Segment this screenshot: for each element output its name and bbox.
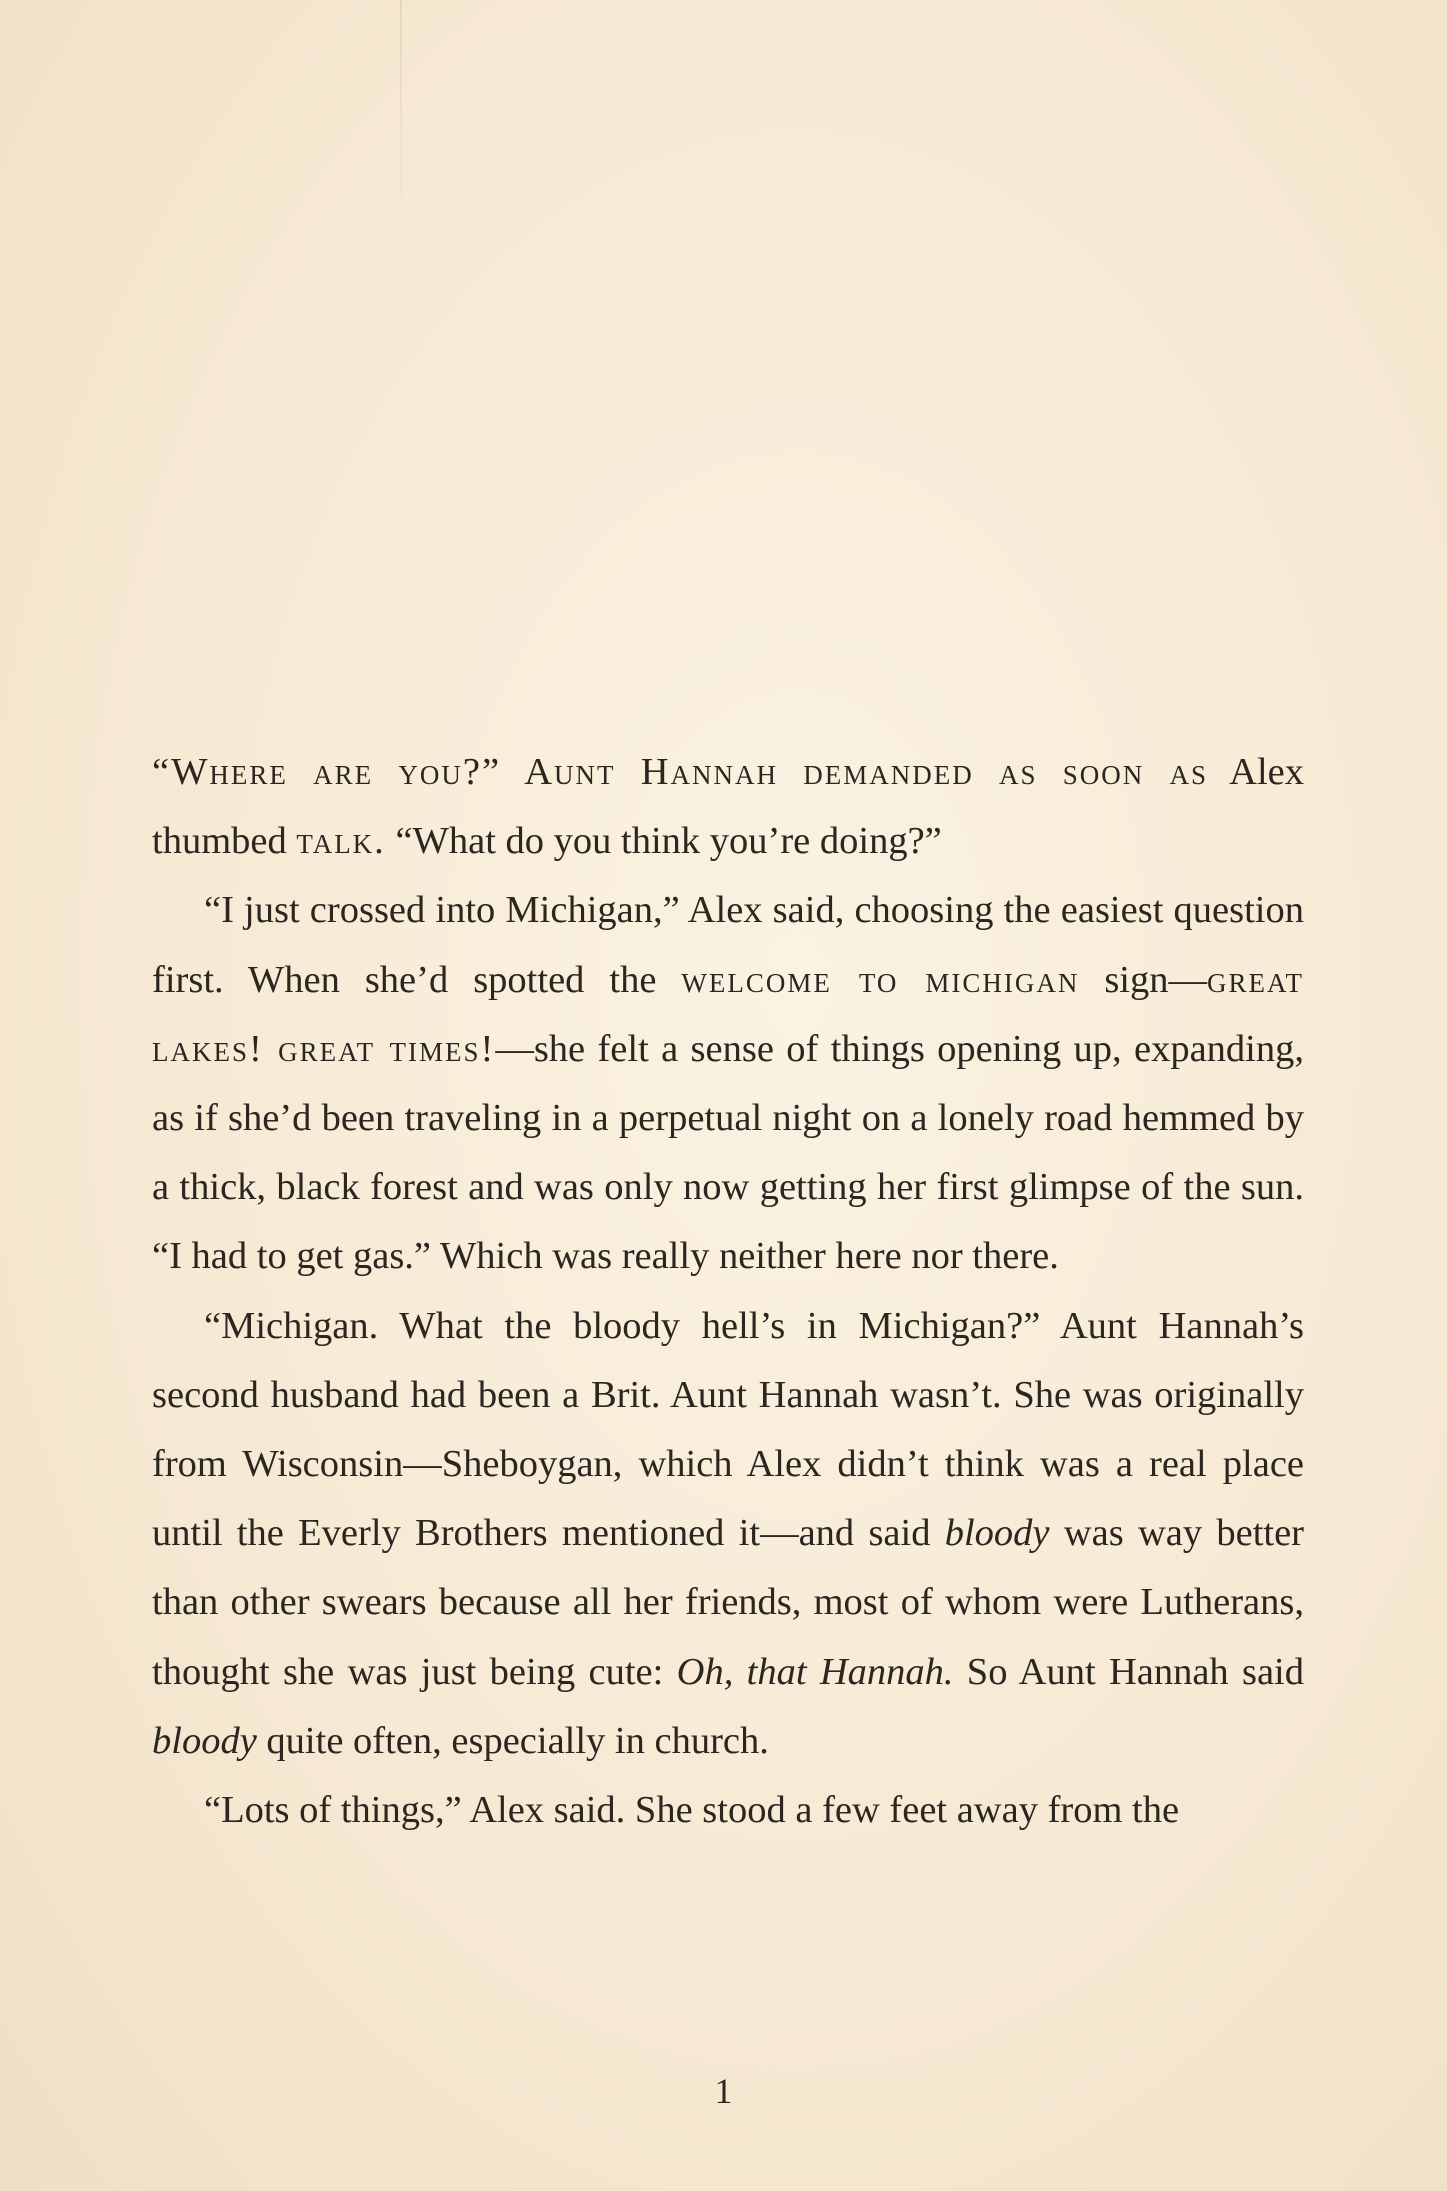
italic-span: bloody xyxy=(152,1719,257,1762)
text-span: sign— xyxy=(1079,958,1207,1001)
paragraph-2 xyxy=(152,876,1304,1291)
body-text xyxy=(152,738,1304,1845)
italic-span: Oh, that Hannah. xyxy=(676,1650,954,1693)
paragraph-3 xyxy=(152,1292,1304,1776)
text-span: “What do you think you’re doing?” xyxy=(385,820,942,863)
paragraph-1 xyxy=(152,738,1304,876)
paragraph-4 xyxy=(152,1776,1304,1845)
text-span: “Lots of things,” Alex said. She stood a few feet away from the xyxy=(204,1789,1180,1832)
opening-small-caps: “Where are you?” Aunt Hannah demanded as soon as xyxy=(152,751,1209,793)
page-number: 1 xyxy=(714,2071,733,2111)
text-span: So Aunt Hannah said xyxy=(953,1650,1304,1693)
small-caps-span: talk. xyxy=(296,820,386,863)
small-caps-span: welcome to michigan xyxy=(681,958,1080,1001)
text-span: was way better than other swears because all her friends, most of whom were Lutherans, thought she was just being cute: xyxy=(152,1512,1304,1693)
text-span: “I just crossed into Michigan,” Alex said, choosing the easiest question first. When she’d spotted the xyxy=(152,889,1304,1001)
text-span: “Michigan. What the bloody hell’s in Michigan?” Aunt Hannah’s second husband had been a Brit. Aunt Hannah wasn’t. She was originally from Wisconsin—Sheboygan, which Alex didn’t think was a real place until the Everly Brothers mentioned it—and said xyxy=(152,1304,1304,1555)
italic-span: bloody xyxy=(944,1512,1050,1555)
text-span: —she felt a sense of things opening up, expanding, as if she’d been traveling in a perpetual night on a lonely road hemmed by a thick, black forest and was only now getting her first glimpse of the sun. “I had to get gas.” Which was really neither here nor there. xyxy=(152,1027,1304,1278)
small-caps-span: great lakes! great times! xyxy=(152,958,1304,1070)
text-span: quite often, especially in church. xyxy=(256,1719,769,1762)
paper-crease xyxy=(400,0,402,240)
text-span: Alex thumbed xyxy=(152,751,1304,863)
